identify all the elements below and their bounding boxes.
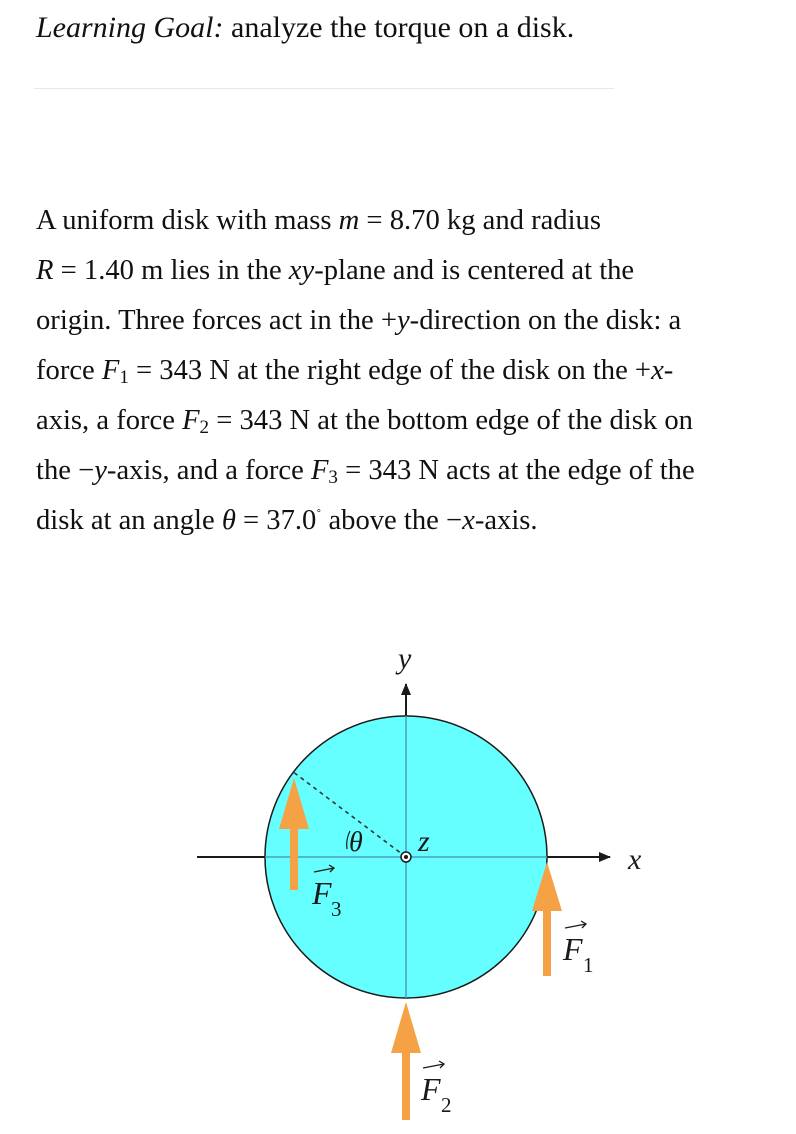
f1-label — [562, 921, 594, 977]
y-axis-label: y — [398, 642, 412, 675]
z-axis-dot-center — [404, 855, 408, 859]
svg-text:2: 2 — [441, 1093, 452, 1117]
problem-line: disk at an angle θ = 37.0˚ above the −x-axis. — [36, 505, 538, 536]
learning-goal-text: analyze the torque on a disk. — [231, 11, 575, 44]
svg-text:F: F — [421, 1071, 441, 1107]
svg-text:1: 1 — [583, 953, 594, 977]
problem-line: axis, a force $F_2 = 343$ N at the bottom edge of the disk on — [36, 405, 693, 438]
problem-line: A uniform disk with mass m = 8.70 kg and radius — [36, 205, 601, 236]
learning-goal — [36, 8, 574, 48]
f2-label — [420, 1061, 452, 1117]
problem-statement — [36, 196, 796, 546]
theta-label: θ — [349, 827, 363, 858]
problem-line: R = 1.40 m lies in the xy-plane and is centered at the — [36, 255, 635, 286]
svg-text:F: F — [312, 875, 332, 911]
force-f2-arrow — [391, 1002, 421, 1120]
learning-goal-label: Learning Goal: — [36, 11, 224, 44]
problem-line: the −y-axis, and a force $F_3 = 343$ N acts at the edge of the — [36, 455, 695, 488]
x-axis-label: x — [628, 843, 642, 876]
section-divider — [34, 88, 614, 89]
problem-line: force $F_1 = 343$ N at the right edge of the disk on the +x- — [36, 355, 674, 388]
disk-figure — [0, 630, 796, 1134]
problem-line: origin. Three forces act in the +y-direction on the disk: a — [36, 305, 682, 336]
svg-text:F: F — [563, 931, 583, 967]
z-axis-label: z — [418, 825, 430, 858]
svg-text:3: 3 — [331, 897, 342, 921]
